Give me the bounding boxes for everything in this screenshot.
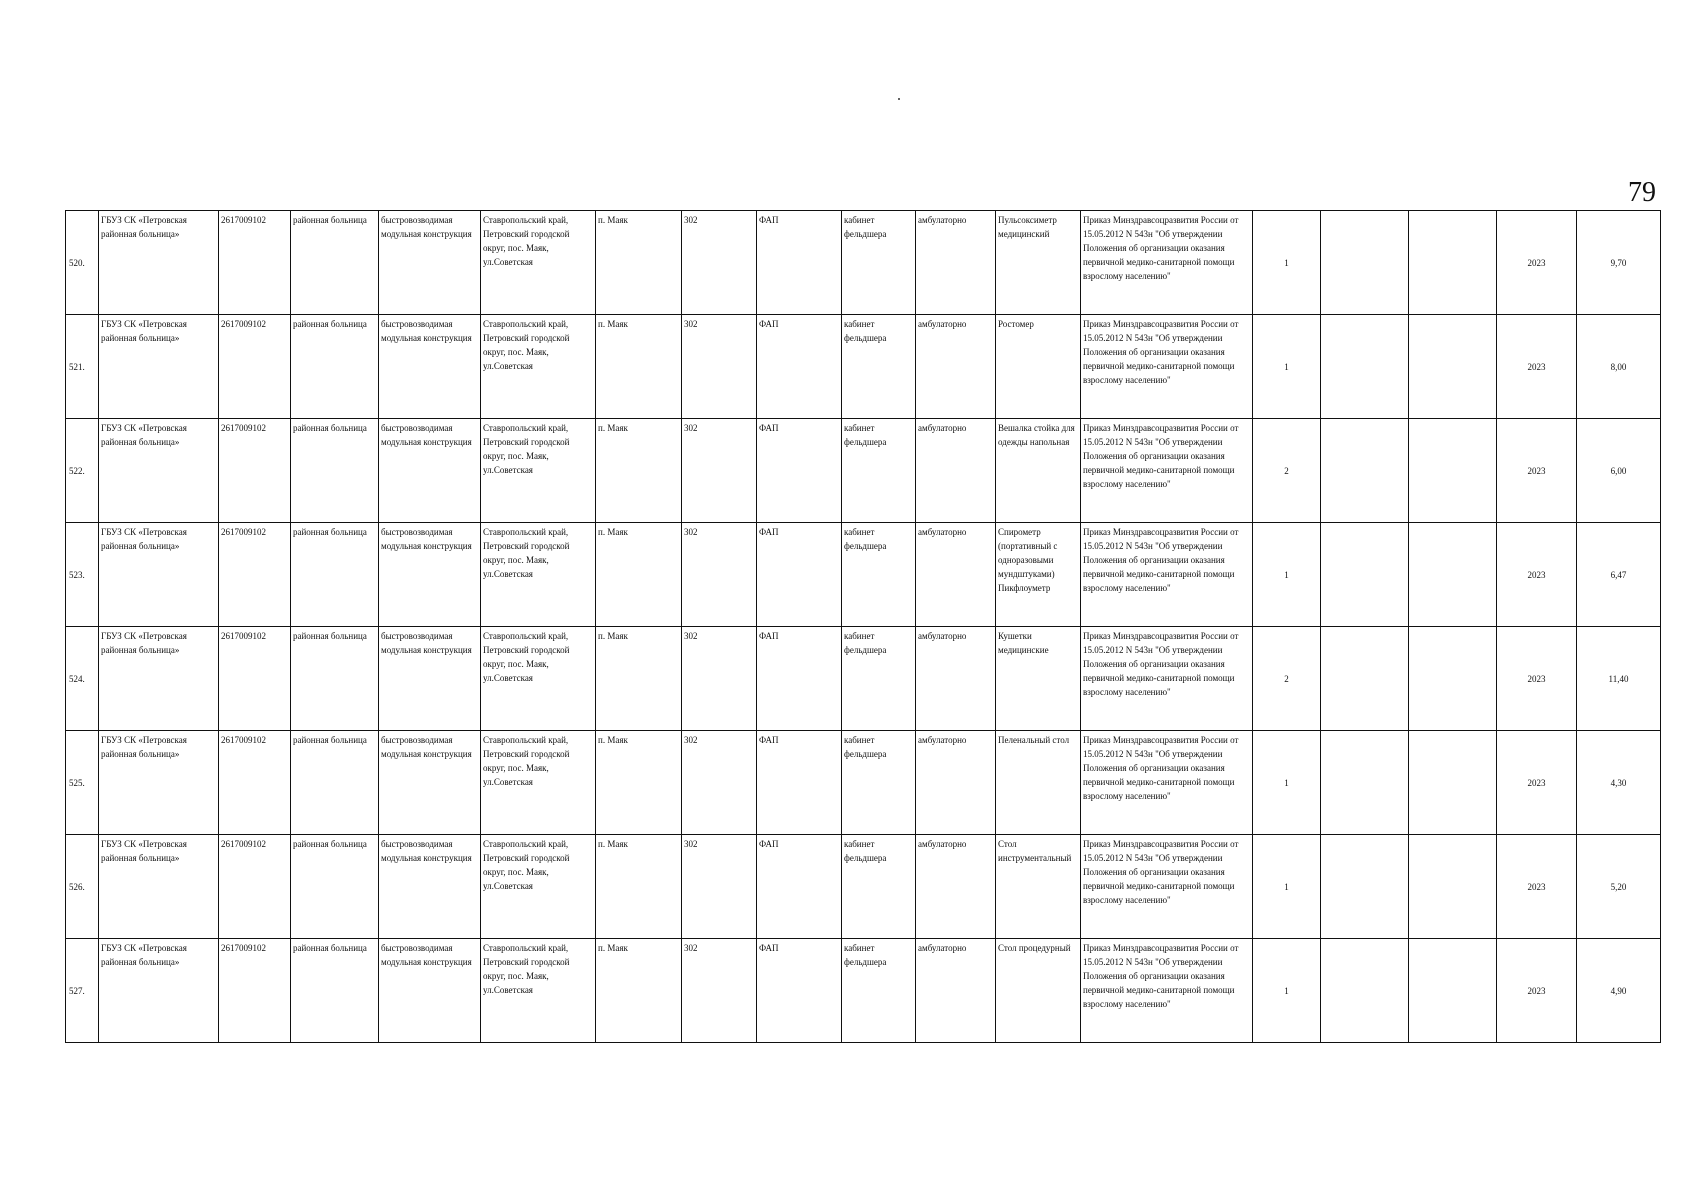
building-type-cell: быстровозводимая модульная конструкция: [379, 627, 481, 731]
empty-cell: [1409, 731, 1497, 835]
cost-cell: 4,90: [1577, 939, 1661, 1043]
address-cell: Ставропольский край, Петровский городской округ, пос. Маяк, ул.Советская: [481, 835, 596, 939]
equipment-name-cell: Пульсоксиметр медицинский: [996, 211, 1081, 315]
population-cell: 302: [682, 315, 757, 419]
equipment-registry-table: [65, 210, 1661, 1043]
address-cell: Ставропольский край, Петровский городской округ, пос. Маяк, ул.Советская: [481, 731, 596, 835]
year-cell: 2023: [1497, 939, 1577, 1043]
institution-type-cell: районная больница: [291, 627, 379, 731]
equipment-name-cell: Стол инструментальный: [996, 835, 1081, 939]
empty-cell: [1409, 835, 1497, 939]
row-number-cell: 526.: [66, 835, 99, 939]
population-cell: 302: [682, 731, 757, 835]
inn-cell: 2617009102: [219, 211, 291, 315]
legal-basis-cell: Приказ Минздравсоцразвития России от 15.05.2012 N 543н "Об утверждении Положения об организации оказания первичной медико-санитарной помощи взрослому населению": [1081, 315, 1253, 419]
legal-basis-cell: Приказ Минздравсоцразвития России от 15.05.2012 N 543н "Об утверждении Положения об организации оказания первичной медико-санитарной помощи взрослому населению": [1081, 211, 1253, 315]
institution-type-cell: районная больница: [291, 939, 379, 1043]
unit-cell: ФАП: [757, 627, 842, 731]
building-type-cell: быстровозводимая модульная конструкция: [379, 939, 481, 1043]
room-cell: кабинет фельдшера: [842, 211, 916, 315]
year-cell: 2023: [1497, 315, 1577, 419]
empty-cell: [1321, 211, 1409, 315]
empty-cell: [1409, 939, 1497, 1043]
care-mode-cell: амбулаторно: [916, 731, 996, 835]
empty-cell: [1321, 315, 1409, 419]
quantity-cell: 2: [1253, 627, 1321, 731]
building-type-cell: быстровозводимая модульная конструкция: [379, 523, 481, 627]
year-cell: 2023: [1497, 627, 1577, 731]
population-cell: 302: [682, 211, 757, 315]
settlement-cell: п. Маяк: [596, 419, 682, 523]
cost-cell: 9,70: [1577, 211, 1661, 315]
institution-type-cell: районная больница: [291, 211, 379, 315]
row-number-cell: 527.: [66, 939, 99, 1043]
organization-cell: ГБУЗ СК «Петровская районная больница»: [99, 315, 219, 419]
building-type-cell: быстровозводимая модульная конструкция: [379, 211, 481, 315]
empty-cell: [1409, 523, 1497, 627]
quantity-cell: 1: [1253, 315, 1321, 419]
care-mode-cell: амбулаторно: [916, 419, 996, 523]
settlement-cell: п. Маяк: [596, 731, 682, 835]
settlement-cell: п. Маяк: [596, 523, 682, 627]
quantity-cell: 2: [1253, 419, 1321, 523]
care-mode-cell: амбулаторно: [916, 939, 996, 1043]
institution-type-cell: районная больница: [291, 419, 379, 523]
settlement-cell: п. Маяк: [596, 211, 682, 315]
inn-cell: 2617009102: [219, 627, 291, 731]
unit-cell: ФАП: [757, 731, 842, 835]
row-number-cell: 522.: [66, 419, 99, 523]
table-row: [66, 627, 1661, 731]
row-number-cell: 523.: [66, 523, 99, 627]
building-type-cell: быстровозводимая модульная конструкция: [379, 419, 481, 523]
room-cell: кабинет фельдшера: [842, 939, 916, 1043]
inn-cell: 2617009102: [219, 731, 291, 835]
unit-cell: ФАП: [757, 939, 842, 1043]
quantity-cell: 1: [1253, 835, 1321, 939]
inn-cell: 2617009102: [219, 939, 291, 1043]
quantity-cell: 1: [1253, 523, 1321, 627]
organization-cell: ГБУЗ СК «Петровская районная больница»: [99, 523, 219, 627]
empty-cell: [1321, 523, 1409, 627]
settlement-cell: п. Маяк: [596, 315, 682, 419]
inn-cell: 2617009102: [219, 835, 291, 939]
institution-type-cell: районная больница: [291, 835, 379, 939]
institution-type-cell: районная больница: [291, 315, 379, 419]
quantity-cell: 1: [1253, 731, 1321, 835]
cost-cell: 5,20: [1577, 835, 1661, 939]
building-type-cell: быстровозводимая модульная конструкция: [379, 315, 481, 419]
room-cell: кабинет фельдшера: [842, 315, 916, 419]
population-cell: 302: [682, 939, 757, 1043]
year-cell: 2023: [1497, 211, 1577, 315]
settlement-cell: п. Маяк: [596, 835, 682, 939]
row-number-cell: 520.: [66, 211, 99, 315]
population-cell: 302: [682, 523, 757, 627]
unit-cell: ФАП: [757, 211, 842, 315]
table-row: [66, 315, 1661, 419]
year-cell: 2023: [1497, 835, 1577, 939]
inn-cell: 2617009102: [219, 419, 291, 523]
legal-basis-cell: Приказ Минздравсоцразвития России от 15.05.2012 N 543н "Об утверждении Положения об организации оказания первичной медико-санитарной помощи взрослому населению": [1081, 523, 1253, 627]
population-cell: 302: [682, 627, 757, 731]
building-type-cell: быстровозводимая модульная конструкция: [379, 731, 481, 835]
empty-cell: [1409, 211, 1497, 315]
row-number-cell: 524.: [66, 627, 99, 731]
cost-cell: 11,40: [1577, 627, 1661, 731]
unit-cell: ФАП: [757, 419, 842, 523]
organization-cell: ГБУЗ СК «Петровская районная больница»: [99, 731, 219, 835]
legal-basis-cell: Приказ Минздравсоцразвития России от 15.05.2012 N 543н "Об утверждении Положения об организации оказания первичной медико-санитарной помощи взрослому населению": [1081, 731, 1253, 835]
scan-speck: [898, 98, 900, 100]
room-cell: кабинет фельдшера: [842, 627, 916, 731]
room-cell: кабинет фельдшера: [842, 731, 916, 835]
unit-cell: ФАП: [757, 315, 842, 419]
table-row: [66, 523, 1661, 627]
institution-type-cell: районная больница: [291, 731, 379, 835]
organization-cell: ГБУЗ СК «Петровская районная больница»: [99, 939, 219, 1043]
address-cell: Ставропольский край, Петровский городской округ, пос. Маяк, ул.Советская: [481, 627, 596, 731]
organization-cell: ГБУЗ СК «Петровская районная больница»: [99, 211, 219, 315]
empty-cell: [1321, 835, 1409, 939]
quantity-cell: 1: [1253, 939, 1321, 1043]
row-number-cell: 521.: [66, 315, 99, 419]
empty-cell: [1321, 627, 1409, 731]
care-mode-cell: амбулаторно: [916, 315, 996, 419]
organization-cell: ГБУЗ СК «Петровская районная больница»: [99, 835, 219, 939]
cost-cell: 8,00: [1577, 315, 1661, 419]
equipment-name-cell: Кушетки медицинские: [996, 627, 1081, 731]
building-type-cell: быстровозводимая модульная конструкция: [379, 835, 481, 939]
unit-cell: ФАП: [757, 523, 842, 627]
care-mode-cell: амбулаторно: [916, 211, 996, 315]
empty-cell: [1321, 419, 1409, 523]
settlement-cell: п. Маяк: [596, 939, 682, 1043]
care-mode-cell: амбулаторно: [916, 835, 996, 939]
organization-cell: ГБУЗ СК «Петровская районная больница»: [99, 627, 219, 731]
quantity-cell: 1: [1253, 211, 1321, 315]
room-cell: кабинет фельдшера: [842, 835, 916, 939]
population-cell: 302: [682, 835, 757, 939]
legal-basis-cell: Приказ Минздравсоцразвития России от 15.05.2012 N 543н "Об утверждении Положения об организации оказания первичной медико-санитарной помощи взрослому населению": [1081, 939, 1253, 1043]
room-cell: кабинет фельдшера: [842, 523, 916, 627]
organization-cell: ГБУЗ СК «Петровская районная больница»: [99, 419, 219, 523]
legal-basis-cell: Приказ Минздравсоцразвития России от 15.05.2012 N 543н "Об утверждении Положения об организации оказания первичной медико-санитарной помощи взрослому населению": [1081, 835, 1253, 939]
legal-basis-cell: Приказ Минздравсоцразвития России от 15.05.2012 N 543н "Об утверждении Положения об организации оказания первичной медико-санитарной помощи взрослому населению": [1081, 419, 1253, 523]
empty-cell: [1321, 939, 1409, 1043]
settlement-cell: п. Маяк: [596, 627, 682, 731]
population-cell: 302: [682, 419, 757, 523]
care-mode-cell: амбулаторно: [916, 523, 996, 627]
cost-cell: 6,00: [1577, 419, 1661, 523]
year-cell: 2023: [1497, 731, 1577, 835]
address-cell: Ставропольский край, Петровский городской округ, пос. Маяк, ул.Советская: [481, 315, 596, 419]
cost-cell: 6,47: [1577, 523, 1661, 627]
equipment-name-cell: Спирометр (портативный с одноразовыми мундштуками) Пикфлоуметр: [996, 523, 1081, 627]
institution-type-cell: районная больница: [291, 523, 379, 627]
equipment-name-cell: Пеленальный стол: [996, 731, 1081, 835]
table-row: [66, 835, 1661, 939]
equipment-name-cell: Стол процедурный: [996, 939, 1081, 1043]
year-cell: 2023: [1497, 419, 1577, 523]
empty-cell: [1409, 419, 1497, 523]
room-cell: кабинет фельдшера: [842, 419, 916, 523]
empty-cell: [1409, 315, 1497, 419]
address-cell: Ставропольский край, Петровский городской округ, пос. Маяк, ул.Советская: [481, 211, 596, 315]
inn-cell: 2617009102: [219, 523, 291, 627]
address-cell: Ставропольский край, Петровский городской округ, пос. Маяк, ул.Советская: [481, 523, 596, 627]
year-cell: 2023: [1497, 523, 1577, 627]
table-row: [66, 939, 1661, 1043]
inn-cell: 2617009102: [219, 315, 291, 419]
table-row: [66, 731, 1661, 835]
empty-cell: [1409, 627, 1497, 731]
empty-cell: [1321, 731, 1409, 835]
table-row: [66, 419, 1661, 523]
legal-basis-cell: Приказ Минздравсоцразвития России от 15.05.2012 N 543н "Об утверждении Положения об организации оказания первичной медико-санитарной помощи взрослому населению": [1081, 627, 1253, 731]
cost-cell: 4,30: [1577, 731, 1661, 835]
page-number: 79: [1628, 177, 1656, 208]
address-cell: Ставропольский край, Петровский городской округ, пос. Маяк, ул.Советская: [481, 939, 596, 1043]
care-mode-cell: амбулаторно: [916, 627, 996, 731]
equipment-name-cell: Ростомер: [996, 315, 1081, 419]
row-number-cell: 525.: [66, 731, 99, 835]
equipment-name-cell: Вешалка стойка для одежды напольная: [996, 419, 1081, 523]
address-cell: Ставропольский край, Петровский городской округ, пос. Маяк, ул.Советская: [481, 419, 596, 523]
table-row: [66, 211, 1661, 315]
unit-cell: ФАП: [757, 835, 842, 939]
